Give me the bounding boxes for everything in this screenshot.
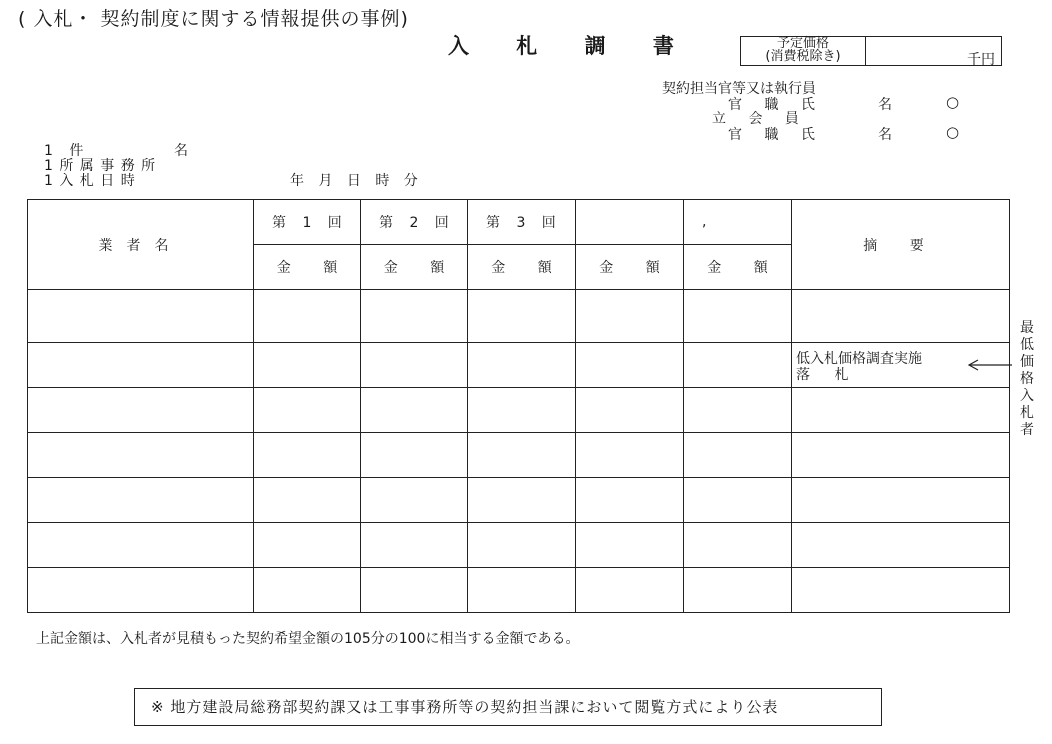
side-label-char: 札 bbox=[1020, 405, 1034, 421]
side-label-char: 最 bbox=[1020, 320, 1034, 336]
bidder-name-header: 業者名 bbox=[28, 200, 254, 290]
estimated-price-box bbox=[740, 36, 1002, 66]
side-label-char: 価 bbox=[1020, 354, 1034, 370]
witness-position-label: 官 職 氏 bbox=[728, 127, 824, 143]
table-row bbox=[28, 523, 1010, 568]
table-row bbox=[28, 568, 1010, 613]
info-item-name-end: 名 bbox=[174, 143, 188, 159]
witness-seal-mark: ○ bbox=[946, 123, 960, 141]
round-3-header: 第 3 回 bbox=[468, 200, 576, 245]
table-row bbox=[28, 343, 1010, 388]
side-label-char: 者 bbox=[1020, 422, 1034, 438]
witness-name-label: 名 bbox=[878, 127, 892, 143]
lowest-bidder-side-label bbox=[1018, 320, 1036, 439]
estimated-price-label bbox=[741, 37, 866, 65]
amount-header-4: 金 額 bbox=[576, 245, 684, 290]
publication-notice-box: ※ 地方建設局総務部契約課又は工事事務所等の契約担当課において閲覧方式により公表 bbox=[134, 688, 882, 726]
amount-header-1: 金 額 bbox=[254, 245, 361, 290]
amount-header-3: 金 額 bbox=[468, 245, 576, 290]
document-title: 入 札 調 書 bbox=[448, 34, 694, 58]
witness-label: 立 会 員 bbox=[712, 111, 808, 127]
table-row bbox=[28, 290, 1010, 343]
table-row bbox=[28, 433, 1010, 478]
info-office: 1 所 属 事 務 所 bbox=[44, 158, 157, 174]
estimated-price-label-line2: (消費税除き) bbox=[765, 49, 841, 64]
side-label-char: 入 bbox=[1020, 388, 1034, 404]
amount-footnote: 上記金額は、入札者が見積もった契約希望金額の105分の100に相当する金額である。 bbox=[36, 631, 580, 647]
amount-header-5: 金 額 bbox=[684, 245, 792, 290]
side-label-char: 低 bbox=[1020, 337, 1034, 353]
info-item-name: 1 件 bbox=[44, 143, 90, 159]
info-bid-date: 1 入 札 日 時 bbox=[44, 173, 136, 189]
officer-seal-mark: ○ bbox=[946, 93, 960, 111]
remark-low-bid-investigation: 低入札価格調査実施 bbox=[796, 351, 922, 367]
estimated-price-unit: 千円 bbox=[967, 52, 995, 68]
contract-officer-label: 契約担当官等又は執行員 bbox=[662, 81, 816, 97]
remarks-header: 摘 要 bbox=[792, 200, 1010, 290]
bid-table bbox=[27, 199, 1010, 613]
round-5-header: , bbox=[684, 200, 792, 245]
amount-header-2: 金 額 bbox=[361, 245, 468, 290]
table-row bbox=[28, 388, 1010, 433]
round-4-header bbox=[576, 200, 684, 245]
document-header-note: ( 入札・ 契約制度に関する情報提供の事例) bbox=[18, 8, 409, 30]
side-label-char: 格 bbox=[1020, 371, 1034, 387]
left-arrow-icon bbox=[966, 358, 1012, 372]
officer-position-label: 官 職 氏 bbox=[728, 97, 824, 113]
info-datetime-fields: 年 月 日 時 分 bbox=[290, 173, 423, 189]
remark-winning-bid: 落 札 bbox=[796, 367, 859, 383]
estimated-price-label-line1: 予定価格 bbox=[776, 36, 829, 51]
round-1-header: 第 1 回 bbox=[254, 200, 361, 245]
table-row bbox=[28, 478, 1010, 523]
officer-name-label: 名 bbox=[878, 97, 892, 113]
round-2-header: 第 2 回 bbox=[361, 200, 468, 245]
